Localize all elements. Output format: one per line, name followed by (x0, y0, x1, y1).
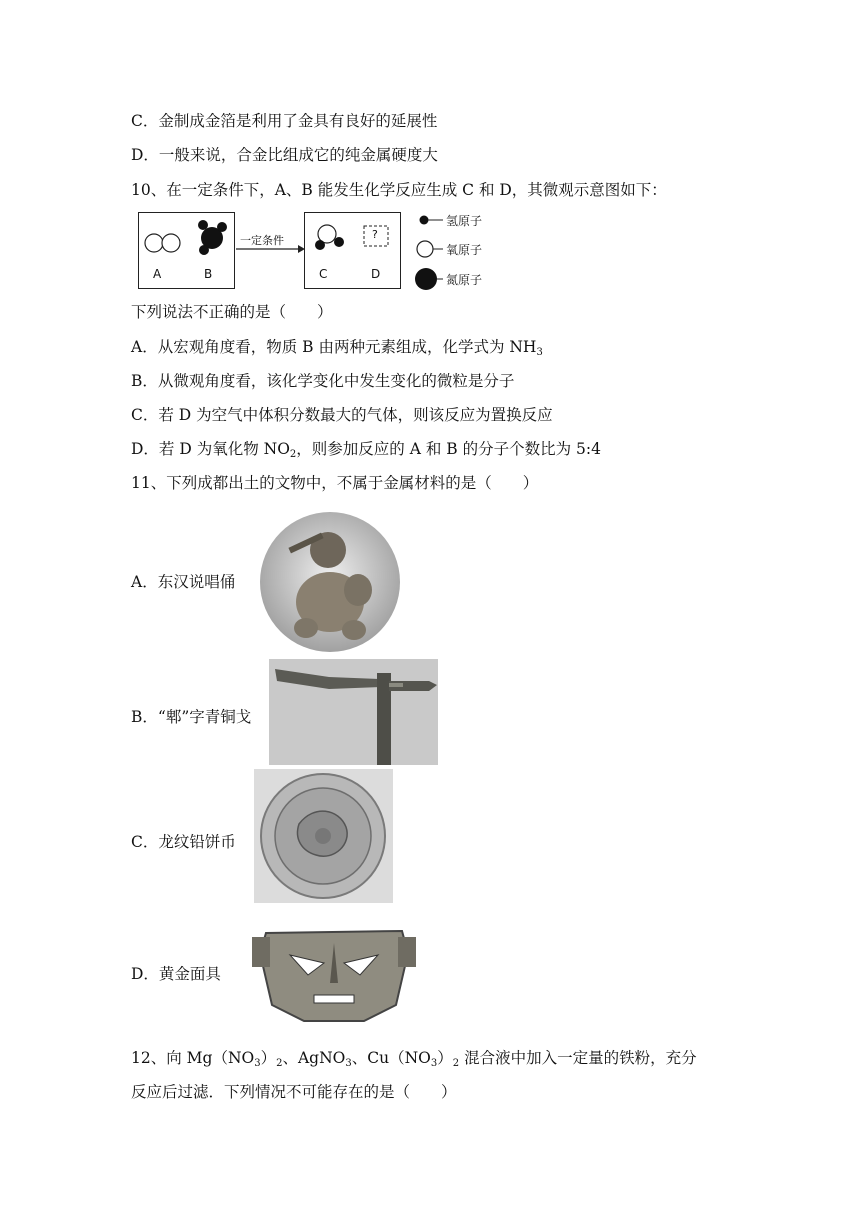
unknown-mark: ? (372, 228, 378, 241)
coin-photo (254, 769, 393, 903)
legend-nitrogen-icon (415, 268, 437, 290)
oxygen-atom (145, 234, 163, 252)
label-b: B (204, 267, 213, 281)
label-c: C (319, 267, 328, 281)
question-10-prompt: 下列说法不正确的是（ ） (131, 303, 333, 321)
hydrogen-atom (199, 245, 209, 255)
question-12-line1: 12、向 $Mg(NO_3)_2$、AgNO$_3$、$Cu(NO_3)_2$ 混合液中加入一定量的铁粉，充分 (131, 1049, 697, 1069)
hydrogen-atom (217, 222, 227, 232)
diagram-svg (0, 0, 860, 300)
arrow-head (298, 245, 305, 253)
bronze-ge-photo (269, 659, 438, 765)
legend-nitrogen: 氮原子 (446, 273, 483, 287)
q10-option-a: A．从宏观角度看，物质 B 由两种元素组成，化学式为 $NH_3$ (131, 338, 543, 358)
oxygen-atom (162, 234, 180, 252)
q11-option-a: A．东汉说唱俑 (131, 573, 236, 591)
label-a: A (153, 267, 162, 281)
legend-oxygen-icon (417, 241, 433, 257)
option-c-q9: C．金制成金箔是利用了金具有良好的延展性 (131, 112, 438, 130)
q11-option-b: B．“郫”字青铜戈 (131, 708, 252, 726)
q10-option-d: D．若 D 为氧化物 $NO_2$，则参加反应的 A 和 B 的分子个数比为 5:4 (131, 440, 601, 460)
question-12-line2: 反应后过滤．下列情况不可能存在的是（ ） (131, 1083, 457, 1101)
question-10-stem: 10、在一定条件下，A、B 能发生化学反应生成 C 和 D，其微观示意图如下： (131, 181, 667, 199)
q10-option-c: C．若 D 为空气中体积分数最大的气体，则该反应为置换反应 (131, 406, 553, 424)
q11-option-c: C．龙纹铅饼币 (131, 833, 236, 851)
q10-option-b: B．从微观角度看，该化学变化中发生变化的微粒是分子 (131, 372, 515, 390)
hydrogen-atom (198, 220, 208, 230)
q11-option-d: D．黄金面具 (131, 965, 221, 983)
hydrogen-atom (334, 237, 344, 247)
label-d: D (371, 267, 381, 281)
legend-oxygen: 氧原子 (446, 243, 483, 257)
arrow-condition: 一定条件 (240, 234, 284, 247)
option-d-q9: D．一般来说，合金比组成它的纯金属硬度大 (131, 146, 438, 164)
hydrogen-atom (315, 240, 325, 250)
question-11-stem: 11、下列成都出土的文物中，不属于金属材料的是（ ） (131, 474, 539, 492)
figurine-photo (258, 510, 402, 654)
golden-mask-photo (246, 913, 422, 1025)
legend-hydrogen: 氢原子 (446, 214, 483, 228)
legend-hydrogen-icon (420, 216, 429, 225)
